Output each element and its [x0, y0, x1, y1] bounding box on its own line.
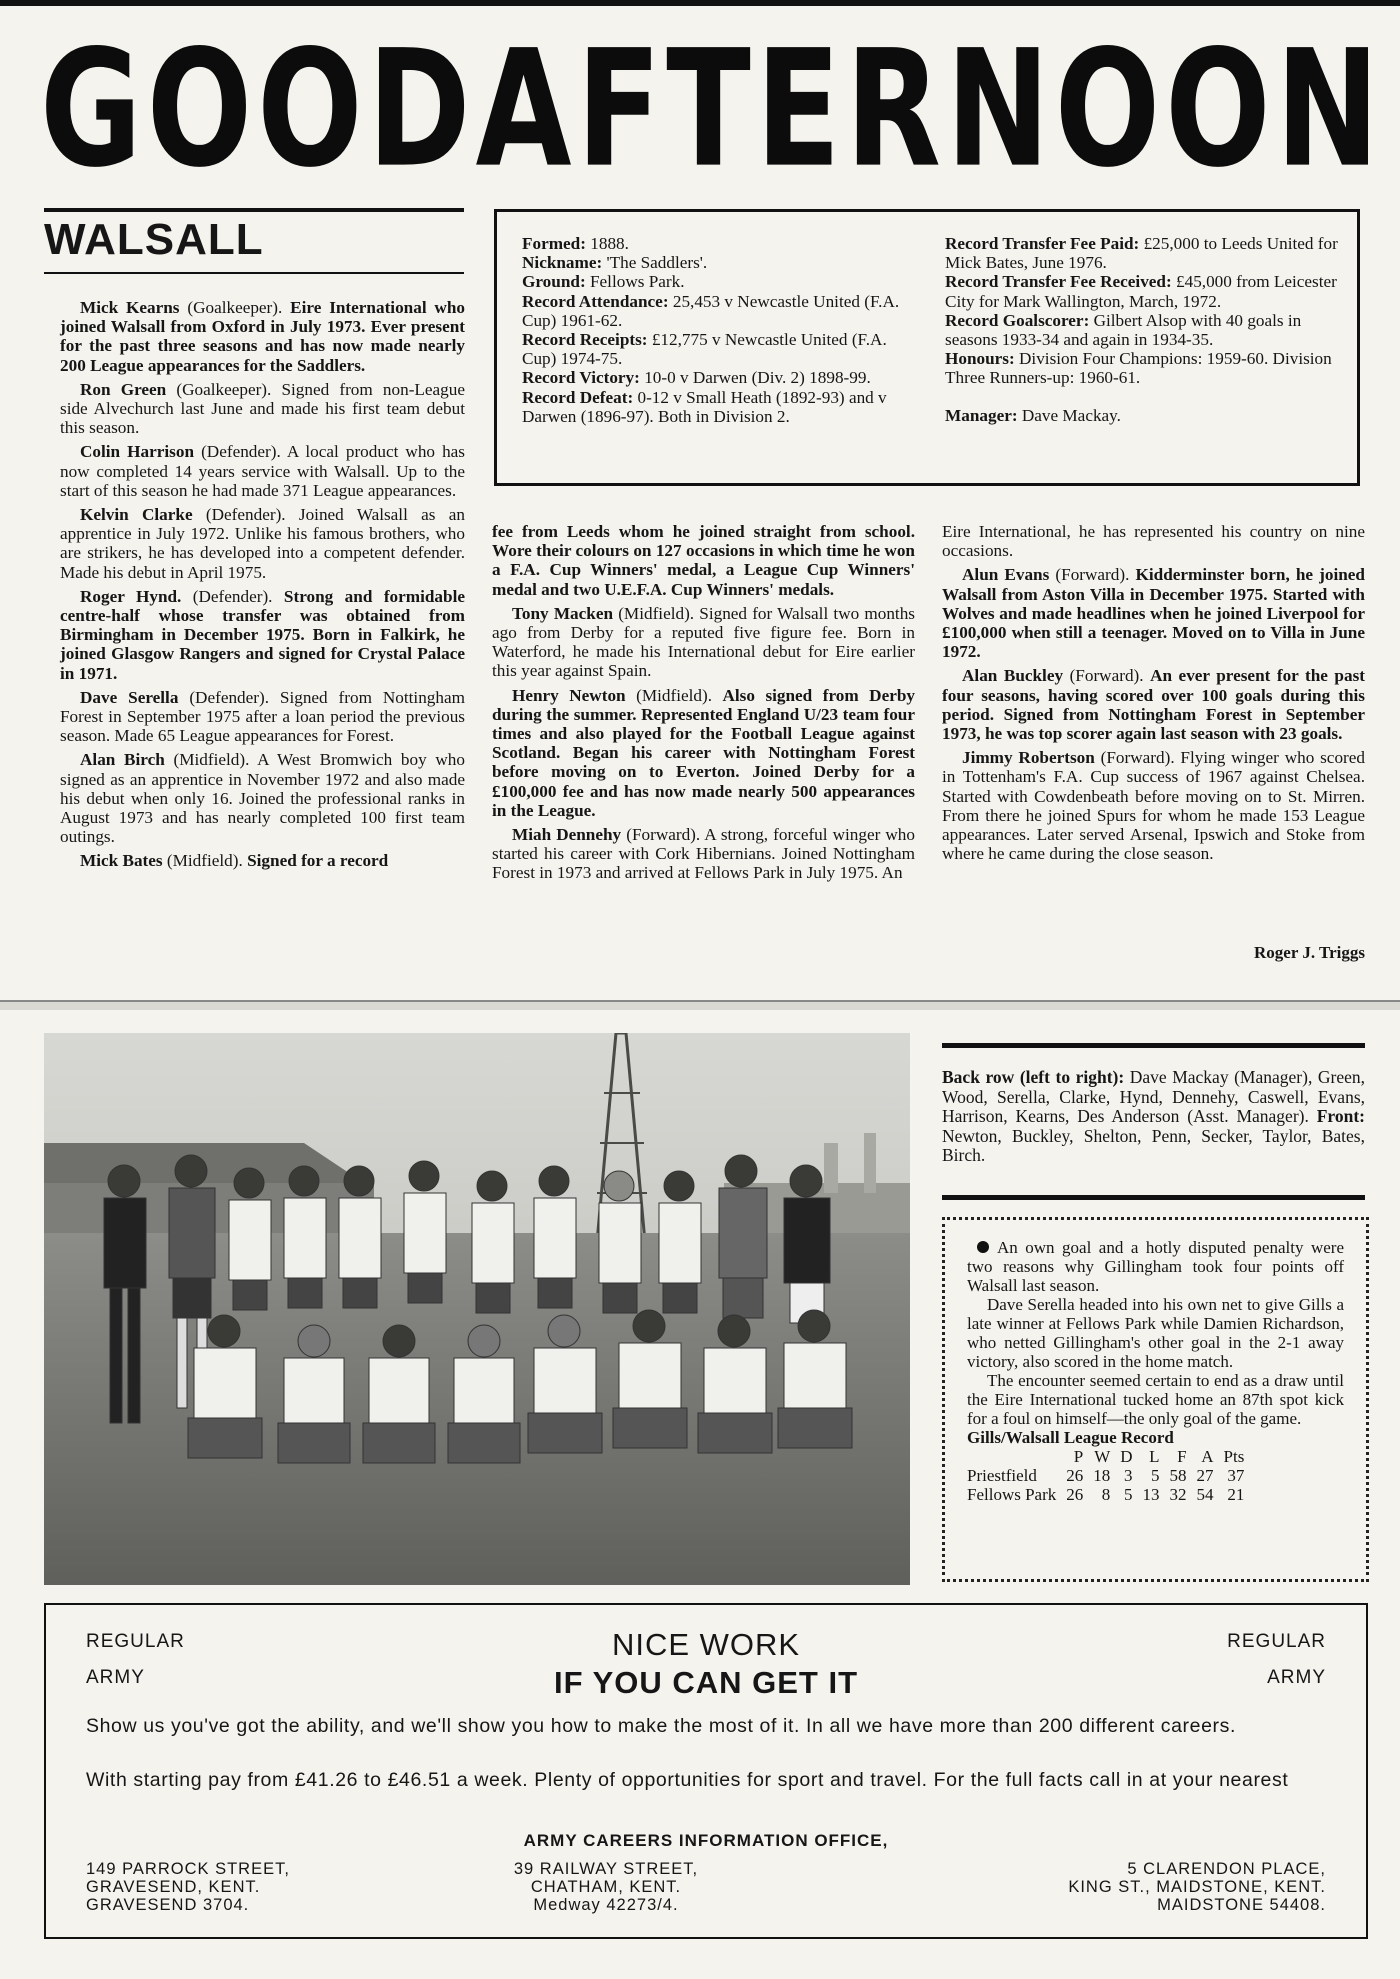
- fact-label: Record Goalscorer:: [945, 310, 1090, 330]
- player-name: Henry Newton: [512, 685, 626, 705]
- photo-caption: [942, 1068, 1365, 1166]
- table-cell: 37: [1227, 1466, 1245, 1485]
- fact-value: Division Four Champions: 1959-60. Division Three Runners-up: 1960-61.: [945, 349, 1332, 388]
- fact-label: Honours:: [945, 349, 1015, 369]
- table-header-cell: L: [1149, 1447, 1160, 1466]
- table-cell: Priestfield: [967, 1466, 1037, 1485]
- top-border: [0, 0, 1400, 6]
- profile-text: (Forward).: [1049, 565, 1136, 585]
- profile-bold-text: fee from Leeds whom he joined straight from school. Wore their colours on 127 occasions in which time he won a F.A. Cup Winners' medal, a League Cup Winners' medal and two U.E.F.A. Cup Winners' medals.: [492, 522, 915, 599]
- profile-bold-text: Eire International who joined Walsall from Oxford in July 1973. Ever present for the past three seasons and has now made nearly 200 League appearances for the Saddlers.: [60, 298, 466, 375]
- profile-text: (Forward).: [1063, 666, 1151, 686]
- club-title: WALSALL: [44, 215, 264, 264]
- fact-value: £45,000 from Leicester City for Mark Wallington, March, 1972.: [945, 272, 1337, 311]
- profiles-column-3: [942, 522, 1365, 868]
- profile-bold-text: Also signed from Derby during the summer. Represented England U/23 team four times and also played for the Football League against Scotland. Began his career with Nottingham Forest before moving on to Everton. Joined Derby for a £100,000 fee and has now made nearly 500 appearances in the League.: [492, 685, 915, 820]
- table-cell: 26: [1066, 1466, 1084, 1485]
- manager-name: Dave Mackay.: [1017, 405, 1121, 425]
- player-profile: [60, 442, 465, 500]
- profile-bold-text: An ever present for the past four seasons, having scored over 100 goals during this period. Signed from Nottingham Forest in September 1973, he was top scorer again last season with 23 goals.: [942, 666, 1365, 744]
- manager-line: [945, 406, 1338, 425]
- story-paragraph-3: The encounter seemed certain to end as a draw until the Eire International tucked home an 87th spot kick for a foul on himself—the only goal of the game.: [967, 1371, 1344, 1428]
- profile-text: (Forward). Flying winger who scored in Tottenham's F.A. Cup success of 1967 against Chelsea. Started with Cowdenbeath before moving on to St. Mirren. From there he joined Spurs for whom he made 153 League appearances. Later served Arsenal, Ipswich and Stoke from where he came during the close season.: [942, 748, 1365, 864]
- player-name: Kelvin Clarke: [80, 505, 193, 525]
- fact-label: Record Defeat:: [522, 387, 634, 407]
- profile-text: (Defender). A local product who has now completed 14 years service with Walsall. Up to the start of this season he had made 371 League appearances.: [60, 442, 465, 500]
- fact-value: 'The Saddlers'.: [602, 253, 708, 273]
- fact-value: £25,000 to Leeds United for Mick Bates, June 1976.: [945, 234, 1338, 273]
- ad-address-chatham: 39 RAILWAY STREET, CHATHAM, KENT. Medway 42273/4.: [513, 1860, 699, 1914]
- page-fold: [0, 1000, 1400, 1010]
- profile-text: (Midfield). Signed for Walsall two months ago from Derby for a reputed five figure fee. Born in Waterford, he made his International debut for Eire earlier this year against Spain.: [492, 603, 915, 681]
- ad-address-gravesend: 149 PARROCK STREET, GRAVESEND, KENT. GRAVESEND 3704.: [86, 1860, 290, 1914]
- profile-bold-text: Kidderminster born, he joined Walsall from Aston Villa in December 1975. Started with Wolves and made headlines when he joined Liverpool for £100,000 when still a teenager. Moved on to Villa in June 1972.: [942, 565, 1365, 662]
- facts-right-column: [945, 234, 1338, 425]
- team-photo-illustration: [44, 1033, 910, 1585]
- ad-office-title: ARMY CAREERS INFORMATION OFFICE,: [523, 1831, 889, 1850]
- fact-value: 25,453 v Newcastle United (F.A. Cup) 1961-62.: [522, 291, 900, 330]
- player-profile: [492, 522, 915, 599]
- player-profile: [942, 522, 1365, 560]
- table-cell: 26: [1066, 1485, 1084, 1504]
- fact-label: Formed:: [522, 234, 586, 253]
- profile-text: (Forward). A strong, forceful winger who started his career with Cork Hibernians. Joined Nottingham Forest in 1973 and arrived at Fellows Park in July 1975. An: [492, 825, 915, 883]
- table-header-cell: Pts: [1223, 1447, 1245, 1466]
- fact-line: [522, 253, 922, 272]
- table-cell: 5: [1124, 1485, 1133, 1504]
- ad-left-army: ARMY: [86, 1667, 145, 1688]
- fact-line: [945, 349, 1338, 387]
- fact-label: Record Receipts:: [522, 330, 648, 350]
- caption-rule-top: [942, 1043, 1365, 1048]
- profiles-column-1: [60, 298, 465, 876]
- fact-line: [522, 234, 922, 253]
- caption-front-names: Newton, Buckley, Shelton, Penn, Secker, Taylor, Bates, Birch.: [942, 1125, 1365, 1165]
- player-profile: [492, 686, 915, 820]
- player-name: Mick Kearns: [80, 298, 180, 317]
- caption-back-names: Dave Mackay (Manager), Green, Wood, Serella, Clarke, Hynd, Dennehy, Caswell, Evans, Harrison, Kearns, Des Anderson (Asst. Manager).: [942, 1067, 1365, 1126]
- profile-text: (Midfield). A West Bromwich boy who signed as an apprentice in November 1972 and also made his debut when only 16. Joined the professional ranks in August 1973 and has nearly completed 100 first team outings.: [60, 750, 465, 847]
- army-advertisement: [44, 1603, 1368, 1939]
- table-header-cell: F: [1177, 1447, 1187, 1466]
- match-history-text: [967, 1238, 1344, 1428]
- caption-back-label: Back row (left to right):: [942, 1067, 1125, 1087]
- table-header-cell: P: [1073, 1447, 1084, 1466]
- article-author: Roger J. Triggs: [1254, 943, 1365, 962]
- player-profile: [60, 505, 465, 582]
- table-row: [967, 1485, 1249, 1504]
- facts-left-column: [522, 234, 922, 426]
- player-profile: [60, 750, 465, 846]
- league-record-title: Gills/Walsall League Record: [967, 1428, 1174, 1447]
- masthead: [40, 15, 1385, 204]
- player-profile: [942, 666, 1365, 743]
- fact-value: £12,775 v Newcastle United (F.A. Cup) 1974-75.: [522, 330, 887, 369]
- player-name: Ron Green: [80, 379, 167, 399]
- table-cell: Fellows Park: [967, 1485, 1057, 1504]
- player-profile: [942, 748, 1365, 863]
- club-heading-underline: [44, 272, 464, 274]
- story-paragraph-1: An own goal and a hotly disputed penalty were two reasons why Gillingham took four points off Walsall last season.: [967, 1238, 1344, 1295]
- player-profile: [60, 298, 465, 375]
- bullet-icon: [977, 1241, 989, 1253]
- team-photo: [44, 1033, 910, 1585]
- profile-text: (Midfield).: [625, 685, 723, 705]
- player-name: Colin Harrison: [80, 442, 195, 462]
- profile-text: (Defender). Signed from Nottingham Forest in September 1975 after a loan period the previous season. Made 65 League appearances for Forest.: [60, 687, 465, 746]
- table-cell: 27: [1196, 1466, 1214, 1485]
- profile-text: (Defender).: [181, 586, 284, 606]
- player-profile: [60, 688, 465, 746]
- fact-value: Gilbert Alsop with 40 goals in seasons 1933-34 and again in 1934-35.: [945, 310, 1302, 350]
- club-facts-box: [494, 209, 1360, 486]
- fact-label: Record Transfer Fee Received:: [945, 272, 1172, 292]
- profile-text: Eire International, he has represented his country on nine occasions.: [942, 522, 1365, 561]
- fact-label: Record Victory:: [522, 368, 640, 388]
- caption-rule-bottom: [942, 1195, 1365, 1200]
- fact-value: 0-12 v Small Heath (1892-93) and v Darwen (1896-97). Both in Division 2.: [522, 387, 887, 426]
- table-cell: 32: [1169, 1485, 1187, 1504]
- caption-front-label: Front:: [1316, 1106, 1365, 1126]
- fact-label: Nickname:: [522, 253, 603, 273]
- player-name: Roger Hynd.: [80, 586, 182, 606]
- ad-address-maidstone: 5 CLARENDON PLACE, KING ST., MAIDSTONE, KENT. MAIDSTONE 54408.: [1068, 1860, 1326, 1914]
- league-record-header: [967, 1447, 1249, 1466]
- table-cell: 5: [1151, 1466, 1160, 1485]
- table-cell: 13: [1142, 1485, 1160, 1504]
- fact-line: [945, 272, 1338, 310]
- profiles-column-2: [492, 522, 915, 888]
- table-header-cell: W: [1094, 1447, 1111, 1466]
- ad-paragraph-2: With starting pay from £41.26 to £46.51 a week. Plenty of opportunities for sport and travel. For the full facts call in at your nearest: [86, 1769, 1289, 1791]
- league-record-table: [967, 1447, 1249, 1504]
- fact-value: 10-0 v Darwen (Div. 2) 1898-99.: [639, 368, 871, 388]
- ad-left-regular: REGULAR: [86, 1631, 185, 1652]
- player-profile: [60, 380, 465, 438]
- match-history-box: [942, 1217, 1369, 1582]
- table-cell: 21: [1227, 1485, 1245, 1504]
- fact-line: [945, 234, 1338, 272]
- fact-line: [522, 388, 922, 426]
- ad-paragraph-1: Show us you've got the ability, and we'll show you how to make the most of it. In all we have more than 200 different careers.: [86, 1715, 1236, 1737]
- player-profile: [492, 604, 915, 681]
- fact-label: Ground:: [522, 272, 586, 292]
- profile-bold-text: Strong and formidable centre-half whose transfer was obtained from Birmingham in December 1975. Born in Falkirk, he joined Glasgow Rangers and signed for Crystal Palace in 1971.: [60, 586, 465, 683]
- masthead-afternoon: AFTERNOON: [475, 15, 1385, 204]
- player-profile: [60, 587, 465, 683]
- profile-text: (Midfield).: [162, 851, 248, 871]
- player-name: Alan Buckley: [962, 666, 1064, 686]
- fact-line: [522, 368, 922, 387]
- ad-headline-1: NICE WORK: [611, 1627, 801, 1662]
- fact-value: 1888.: [585, 234, 629, 253]
- fact-label: Record Attendance:: [522, 291, 669, 311]
- player-name: Mick Bates: [80, 851, 163, 871]
- player-profile: [942, 565, 1365, 661]
- profile-text: (Defender). Joined Walsall as an apprentice in July 1972. Unlike his famous brothers, who are strikers, he has developed into a competent defender. Made his debut in April 1975.: [60, 505, 465, 582]
- profile-text: (Goalkeeper).: [179, 298, 291, 317]
- player-profile: [492, 825, 915, 883]
- fact-value: Fellows Park.: [585, 272, 685, 292]
- profile-text: (Goalkeeper). Signed from non-League side Alvechurch last June and made his first team debut this season.: [60, 379, 465, 438]
- table-header-cell: A: [1201, 1447, 1214, 1466]
- table-cell: 18: [1093, 1466, 1111, 1485]
- fact-line: [522, 272, 922, 291]
- table-header-cell: [967, 1447, 1061, 1466]
- table-cell: 3: [1124, 1466, 1133, 1485]
- player-name: Dave Serella: [80, 687, 179, 707]
- table-cell: 54: [1196, 1485, 1214, 1504]
- fact-line: [522, 292, 922, 330]
- table-row: [967, 1466, 1249, 1485]
- player-name: Jimmy Robertson: [962, 748, 1095, 768]
- table-cell: 58: [1169, 1466, 1187, 1485]
- fact-line: [522, 330, 922, 368]
- manager-label: Manager:: [945, 405, 1018, 425]
- table-header-cell: D: [1120, 1447, 1133, 1466]
- player-name: Miah Dennehy: [512, 825, 622, 845]
- ad-headline-2: IF YOU CAN GET IT: [553, 1665, 859, 1700]
- fact-line: [945, 311, 1338, 349]
- masthead-good: GOOD: [40, 15, 476, 204]
- table-cell: 8: [1101, 1485, 1111, 1504]
- club-heading-rule: [44, 208, 464, 212]
- player-name: Alan Birch: [80, 750, 165, 770]
- profile-bold-text: Signed for a record: [247, 851, 389, 871]
- player-profile: [60, 851, 465, 870]
- story-paragraph-2: Dave Serella headed into his own net to give Gills a late winner at Fellows Park while Damien Richardson, who netted Gillingham's other goal in the 2-1 away victory, also scored in the home match.: [967, 1295, 1344, 1371]
- ad-right-regular: REGULAR: [1227, 1631, 1326, 1652]
- player-name: Tony Macken: [512, 603, 614, 623]
- ad-right-army: ARMY: [1267, 1667, 1326, 1688]
- fact-label: Record Transfer Fee Paid:: [945, 234, 1140, 253]
- player-name: Alun Evans: [962, 565, 1050, 585]
